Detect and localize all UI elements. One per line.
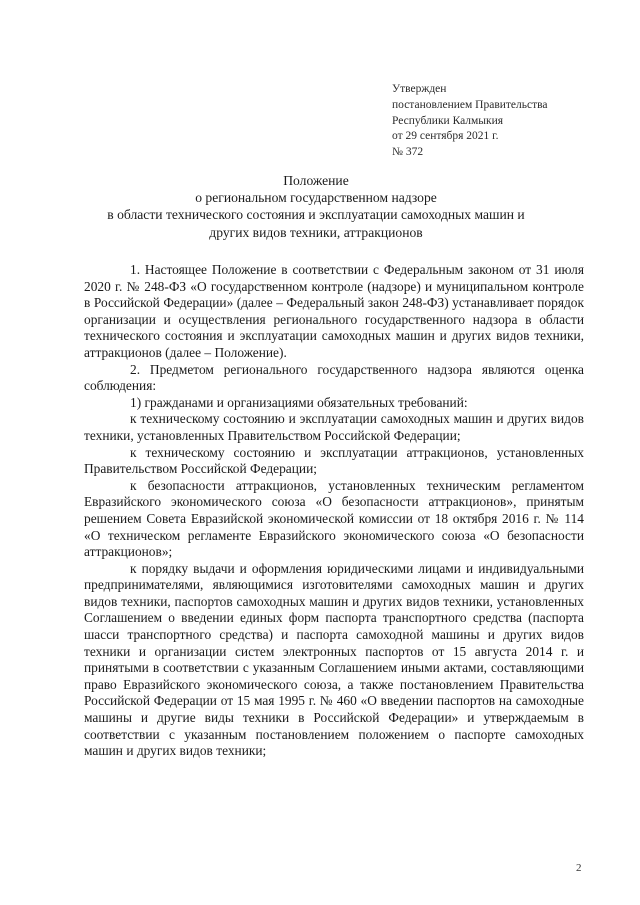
paragraph: к безопасности аттракционов, установленных техническим регламентом Евразийского экономического союза «О безопасности аттракционов», принятым решением Совета Евразийской экономической комиссии от 18 октября 2016 г. № 114 «О техническом регламенте Евразийского экономического союза «О безопасности аттракционов»; [84,477,584,560]
paragraph: 1) гражданами и организациями обязательных требований: [130,394,468,410]
document-title [96,172,536,241]
approval-line: Республики Калмыкия [392,114,504,127]
approval-stamp [392,82,548,161]
paragraph: к техническому состоянию и эксплуатации аттракционов, установленных Правительством Российской Федерации; [84,444,584,477]
approval-line: постановлением Правительства [392,98,548,111]
title-line: других видов техники, аттракционов [209,224,423,240]
approval-line: Утвержден [392,83,447,95]
title-line: о региональном государственном надзоре [195,190,437,206]
paragraph: к техническому состоянию и эксплуатации самоходных машин и других видов техники, установленных Правительством Российской Федерации; [84,411,584,443]
document-body [84,262,584,760]
paragraph: к порядку выдачи и оформления юридическими лицами и индивидуальными предпринимателями, являющимися изготовителями самоходных машин и других видов техники, паспортов самоходных машин и других видов техники, установленных Соглашением о введении единых форм паспорта транспортного средства (паспорта шасси транспортного средства) и паспорта самоходной машины и других видов техники и организации систем электронных паспортов от 15 августа 2014 г. и принятыми в соответствии с указанным Соглашением иными актами, составляющими право Евразийского экономического союза, а также постановлением Правительства Российской Федерации от 15 мая 1995 г. № 460 «О введении паспортов на самоходные машины и другие виды техники в Российской Федерации» и утверждаемым в соответствии с указанным постановлением положением о паспорте самоходных машин и других видов техники; [84,560,584,759]
approval-line: от 29 сентября 2021 г. [392,130,499,143]
title-line: в области технического состояния и эксплуатации самоходных машин и [107,207,525,223]
paragraph: 2. Предметом регионального государственного надзора являются оценка соблюдения: [84,361,584,394]
title-line: Положение [283,173,349,188]
approval-line: № 372 [392,146,424,159]
page-number: 2 [576,862,582,874]
paragraph: 1. Настоящее Положение в соответствии с Федеральным законом от 31 июля 2020 г. № 248-ФЗ «О государственном контроле (надзоре) и муниципальном контроле в Российской Федерации» (далее – Федеральный закон 248-ФЗ) устанавливает порядок организации и осуществления регионального государственного надзора в области технического состояния и эксплуатации самоходных машин и других видов техники, аттракционов (далее – Положение). [84,262,584,360]
